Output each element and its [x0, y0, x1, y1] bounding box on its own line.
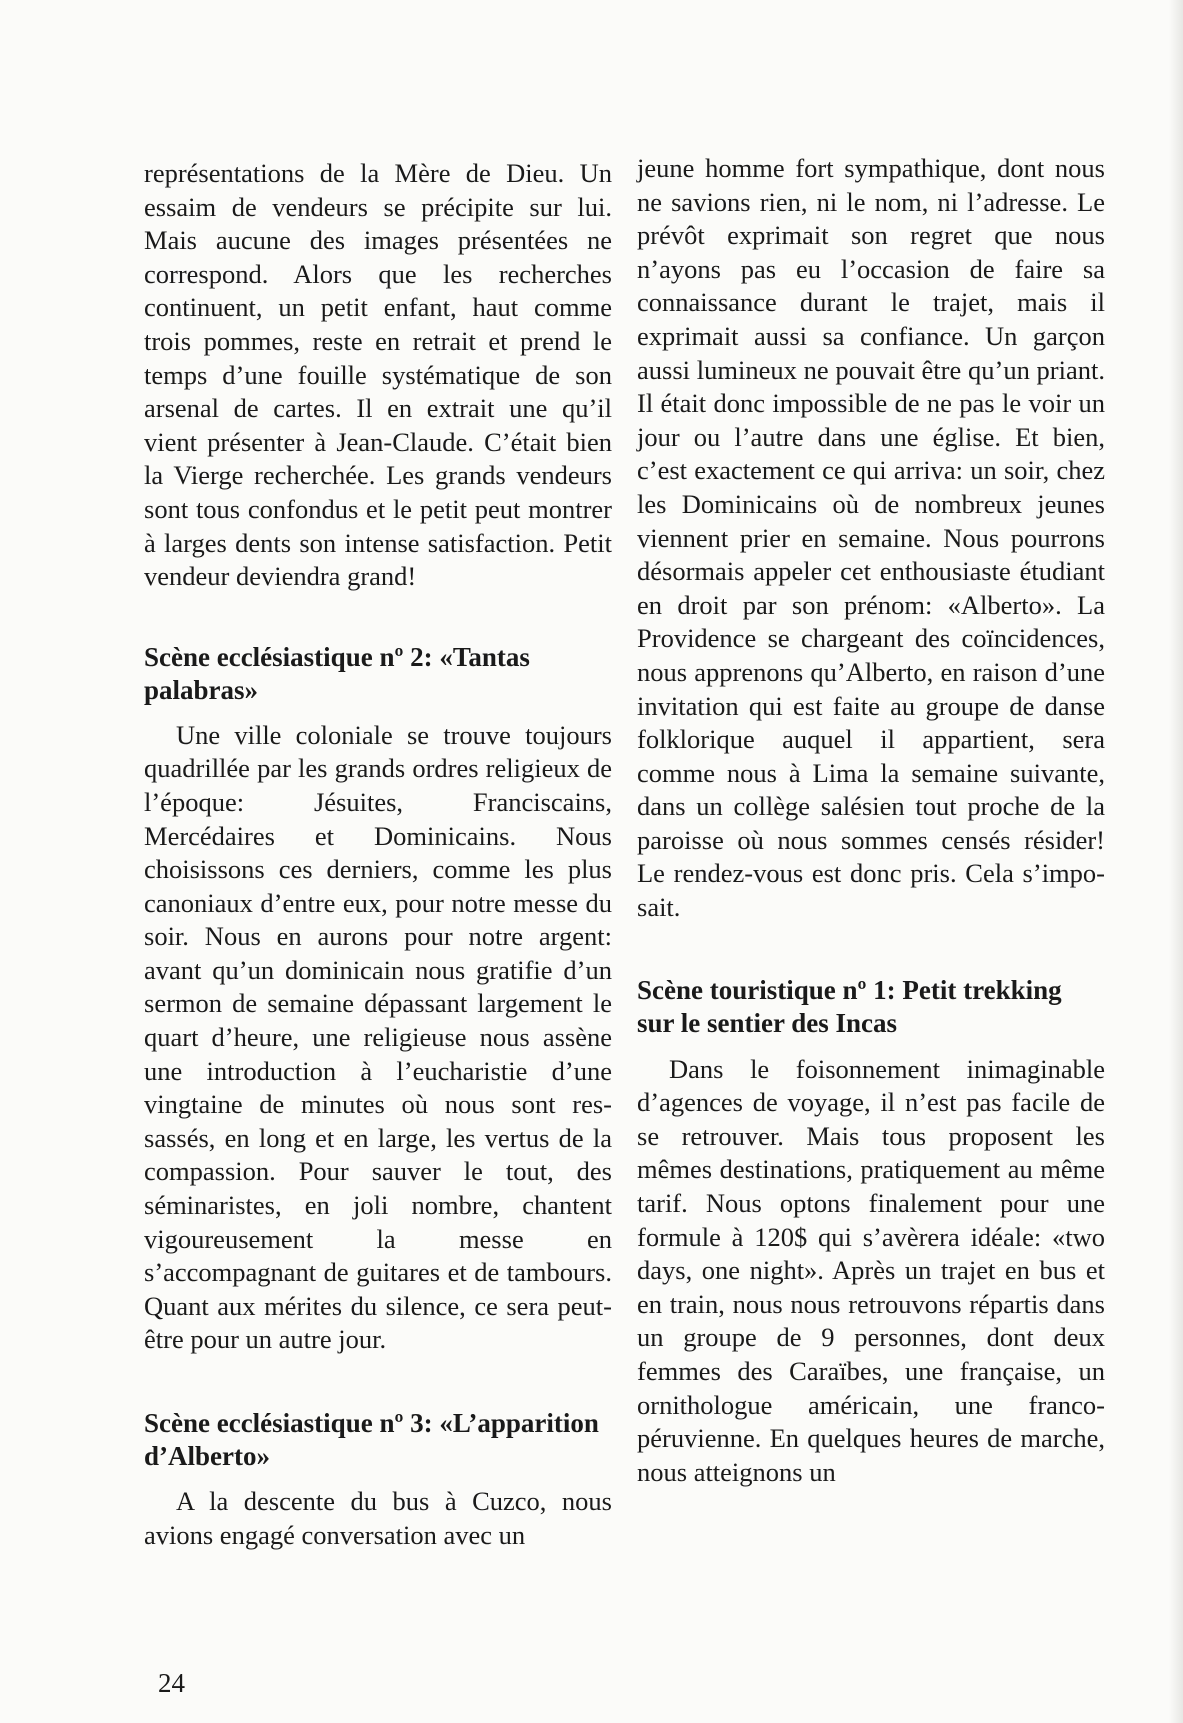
- heading-scene-ecclesiastique-2: Scène ecclésiastique nº 2: «Tantas palabras»: [144, 641, 530, 705]
- paragraph-tantas-palabras: Une ville coloniale se trouve toujours quadrillée par les grands ordres religieux de l’époque: Jésuites, Franciscains, Mercédaires et Dominicains. Nous choisissons ces derniers, comme les plus canoniaux d’entre eux, pour notre messe du soir. Nous en aurons pour notre argent: avant qu’un dominicain nous gratifie d’un sermon de semaine dépassant largement le quart d’heure, une religieuse nous assène une introduction à l’eucharistie d’une vingtaine de minutes où nous sont ressassés, en long et en large, les vertus de la compassion. Pour sauver le tout, des séminaristes, en joli nombre, chantent vigoureusement la messe en s’accompagnant de guitares et de tambours. Quant aux mérites du silence, ce sera peut-être pour un autre jour.: [144, 719, 612, 1355]
- paragraph-trekking-incas: Dans le foisonnement inimaginable d’agences de voyage, il n’est pas facile de se retrouver. Mais tous proposent les mêmes destinations, pratiquement au même tarif. Nous optons finalement pour une formule à 120$ qui s’avèrera idéale: «two days, one night». Après un trajet en bus et en train, nous nous retrouvons répartis dans un groupe de 9 personnes, dont deux femmes des Caraïbes, une française, un ornithologue américain, une franco-péruvienne. En quelques heures de marche, nous atteignons un: [637, 1053, 1105, 1487]
- page-number: 24: [158, 1668, 185, 1698]
- paragraph-apparition-alberto-start: A la descente du bus à Cuzco, nous avions engagé conversation avec un: [144, 1486, 612, 1550]
- heading-scene-touristique-1: Scène touristique nº 1: Petit trekking sur le sentier des Incas: [637, 974, 1062, 1038]
- paragraph-mere-de-dieu: représentations de la Mère de Dieu. Un essaim de vendeurs se précipite sur lui. Mais aucune des images présentées ne correspond. Alors que les recherches continuent, un petit enfant, haut comme trois pommes, reste en retrait et prend le temps d’une fouille systématique de son arsenal de cartes. Il en extrait une qu’il vient présenter à Jean-Claude. C’était bien la Vierge recherchée. Les grands vendeurs sont tous confondus et le petit peut montrer à larges dents son intense satisfaction. Petit vendeur deviendra grand!: [144, 158, 612, 592]
- paragraph-apparition-alberto-continued: jeune homme fort sympathique, dont nous ne savions rien, ni le nom, ni l’adresse. Le prévôt exprimait son regret que nous n’ayons pas eu l’occasion de faire sa connaissance durant le trajet, mais il exprimait aussi sa confiance. Un garçon aussi lumineux ne pouvait être qu’un priant. Il était donc impossible de ne pas le voir un jour ou l’autre dans une église. Et bien, c’est exactement ce qui arriva: un soir, chez les Dominicains où de nombreux jeunes viennent prier en semaine. Nous pourrons désormais appeler cet enthousiaste étudiant en droit par son prénom: «Alberto». La Providence se chargeant des coïncidences, nous apprenons qu’Alberto, en raison d’une invitation qui est faite au groupe de danse folklorique auquel il appartient, sera comme nous à Lima la semaine suivante, dans un collège salésien tout proche de la paroisse où nous sommes censés résider! Le rendez-vous est donc pris. Cela s’imposait.: [637, 153, 1105, 923]
- left-column: [144, 157, 612, 1552]
- page-edge-shadow: [1169, 0, 1183, 1723]
- right-column: [637, 152, 1105, 1489]
- heading-scene-ecclesiastique-3: Scène ecclésiastique nº 3: «L’apparition d’Alberto»: [144, 1408, 599, 1471]
